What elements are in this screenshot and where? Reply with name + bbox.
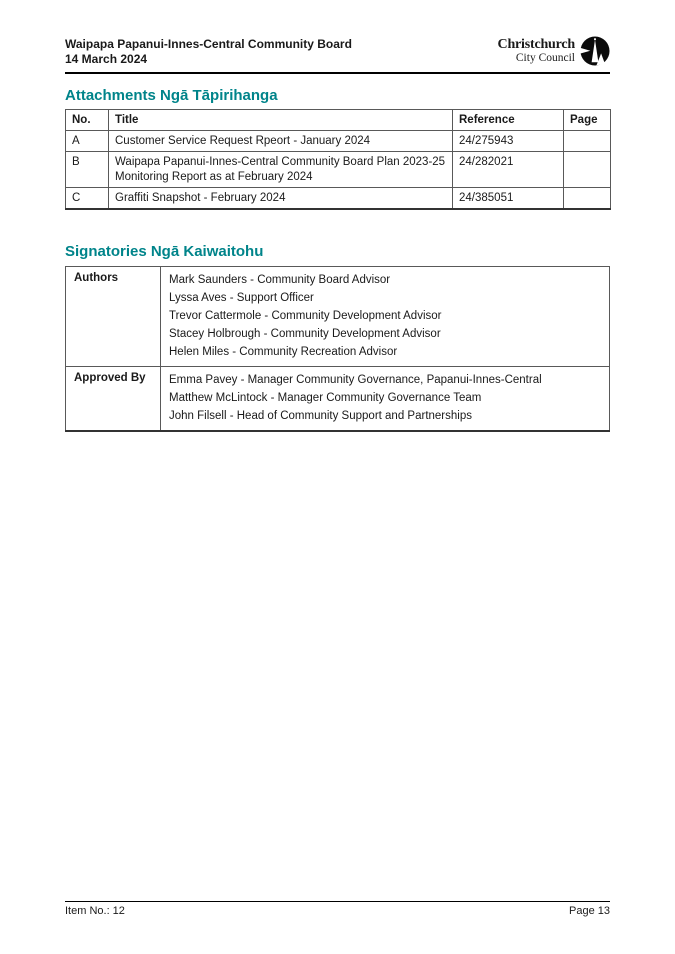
authors-label: Authors (66, 267, 161, 367)
attachment-title: Waipapa Papanui-Innes-Central Community Board Plan 2023-25 Monitoring Report as at February 2024 (109, 152, 453, 188)
author-name: Mark Saunders - Community Board Advisor (169, 274, 391, 286)
logo-name-line1: Christchurch (497, 36, 575, 52)
signatories-table (65, 266, 610, 432)
col-header-title: Title (109, 110, 453, 131)
footer-item-number: Item No.: 12 (65, 905, 125, 917)
attachment-reference: 24/282021 (453, 152, 564, 188)
attachment-row (66, 188, 611, 210)
col-header-reference: Reference (453, 110, 564, 131)
christchurch-city-council-icon (580, 36, 610, 66)
board-name: Waipapa Papanui-Innes-Central Community Board (65, 37, 352, 51)
approvers-list (161, 367, 610, 432)
attachment-page (564, 131, 611, 152)
meeting-date: 14 March 2024 (65, 52, 148, 66)
attachment-no: C (66, 188, 109, 210)
author-name: Trevor Cattermole - Community Development Advisor (169, 310, 442, 322)
page-footer (65, 901, 610, 918)
attachment-page (564, 188, 611, 210)
attachment-title: Customer Service Request Rpeort - January 2024 (109, 131, 453, 152)
logo-name-line2: City Council (515, 52, 575, 65)
attachment-reference: 24/275943 (453, 131, 564, 152)
signatories-heading: Signatories Ngā Kaiwaitohu (65, 243, 264, 260)
approver-name: Emma Pavey - Manager Community Governance, Papanui-Innes-Central (169, 374, 542, 386)
col-header-no: No. (66, 110, 109, 131)
attachment-reference: 24/385051 (453, 188, 564, 210)
approver-name: Matthew McLintock - Manager Community Governance Team (169, 392, 482, 404)
page-header (65, 0, 610, 74)
signatories-approvers-row (66, 367, 610, 432)
author-name: Helen Miles - Community Recreation Advisor (169, 346, 398, 358)
attachment-row (66, 152, 611, 188)
attachment-title: Graffiti Snapshot - February 2024 (109, 188, 453, 210)
authors-list (161, 267, 610, 367)
approver-name: John Filsell - Head of Community Support and Partnerships (169, 410, 472, 422)
author-name: Stacey Holbrough - Community Development Advisor (169, 328, 441, 340)
attachments-table (65, 109, 611, 210)
approved-by-label: Approved By (66, 367, 161, 432)
col-header-page: Page (564, 110, 611, 131)
signatories-authors-row (66, 267, 610, 367)
attachments-header-row (66, 110, 611, 131)
footer-page-number: Page 13 (569, 905, 610, 917)
attachment-no: A (66, 131, 109, 152)
attachment-row (66, 131, 611, 152)
attachment-no: B (66, 152, 109, 188)
council-logo (498, 36, 610, 66)
attachment-page (564, 152, 611, 188)
attachments-heading: Attachments Ngā Tāpirihanga (65, 87, 278, 104)
author-name: Lyssa Aves - Support Officer (169, 292, 314, 304)
